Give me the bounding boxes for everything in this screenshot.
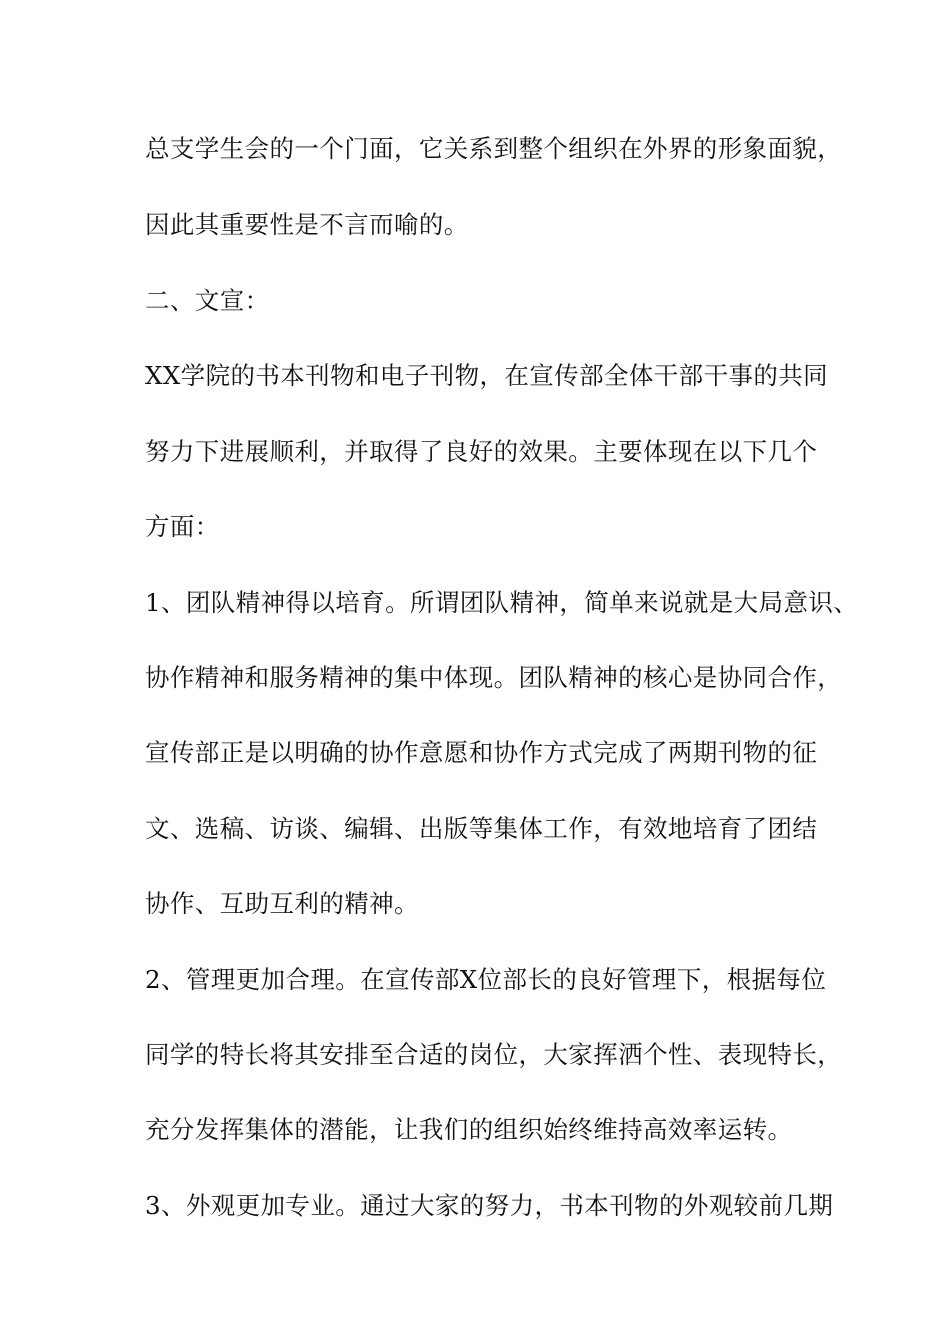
body-text-line: 因此其重要性是不言而喻的。 (145, 210, 469, 239)
list-item-2-line: 充分发挥集体的潜能，让我们的组织始终维持高效率运转。 (145, 1115, 793, 1144)
body-text-line: 方面： (145, 512, 220, 541)
list-item-2-line: 同学的特长将其安排至合适的岗位，大家挥洒个性、表现特长， (145, 1040, 843, 1069)
section-heading: 二、文宣： (145, 286, 270, 315)
list-item-1-line: 文、选稿、访谈、编辑、出版等集体工作，有效地培育了团结 (145, 814, 818, 843)
body-text-line: 努力下进展顺利，并取得了良好的效果。主要体现在以下几个 (145, 437, 818, 466)
body-text-line: 总支学生会的一个门面，它关系到整个组织在外界的形象面貌， (145, 134, 843, 163)
list-item-1-line: 宣传部正是以明确的协作意愿和协作方式完成了两期刊物的征 (145, 738, 818, 767)
list-item-2-line: 2、管理更加合理。在宣传部X位部长的良好管理下，根据每位 (145, 965, 827, 994)
list-item-3-line: 3、外观更加专业。通过大家的努力，书本刊物的外观较前几期 (145, 1191, 834, 1220)
list-item-1-line: 1、团队精神得以培育。所谓团队精神，简单来说就是大局意识、 (145, 588, 859, 617)
body-text-line: XX学院的书本刊物和电子刊物，在宣传部全体干部干事的共同 (145, 361, 829, 390)
list-item-1-line: 协作、互助互利的精神。 (145, 889, 419, 918)
list-item-1-line: 协作精神和服务精神的集中体现。团队精神的核心是协同合作， (145, 663, 843, 692)
